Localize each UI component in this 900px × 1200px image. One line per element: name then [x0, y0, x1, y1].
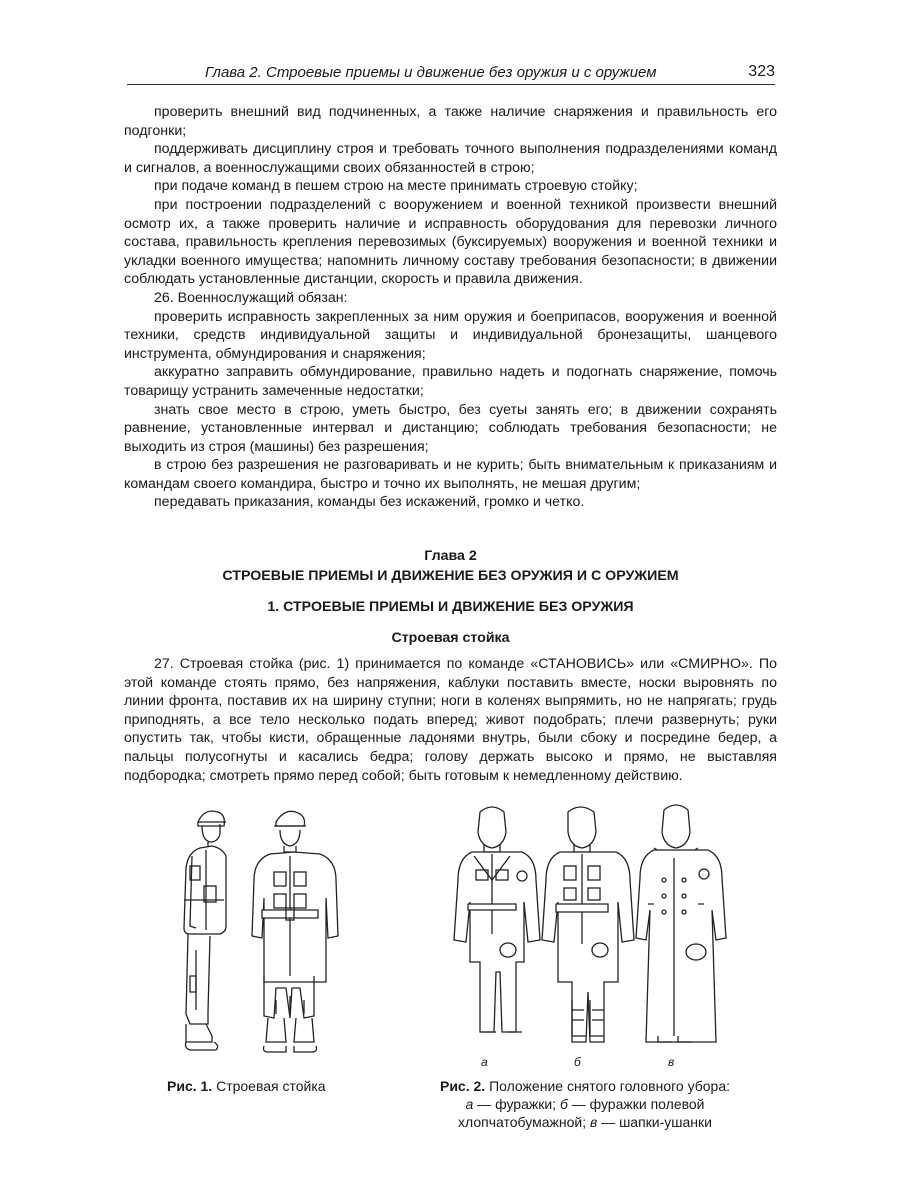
paragraph: при построении подразделений с вооружением и военной техникой произвести внешний осмотр их, а также проверить наличие и исправность оборудования для перевозки личного состава, правильность крепления перевозимых (буксируемых) вооружения и военной техники и укладки военного имущества; напомнить личному составу требования безопасности; в движении соблюдать установленные дистанции, скорость и правила движения.	[124, 196, 777, 288]
running-header	[127, 62, 775, 85]
paragraph: при подаче команд в пешем строю на месте принимать строевую стойку;	[154, 178, 638, 195]
paragraph: аккуратно заправить обмундирование, правильно надеть и подогнать снаряжение, помочь товарищу устранить замеченные недостатки;	[124, 364, 777, 399]
figure-2-letter-b: б	[559, 1096, 568, 1112]
paragraph: поддерживать дисциплину строя и требовать точного выполнения подразделениями команд и сигналов, а военнослужащими своих обязанностей в строю;	[124, 141, 777, 176]
figure-1-caption	[167, 1077, 326, 1095]
figure-2-sublabel-a: а	[481, 1055, 488, 1069]
paragraph: проверить исправность закрепленных за ним оружия и боеприпасов, вооружения и военной техники, средств индивидуальной защиты и индивидуальной бронезащиты, шанцевого инструмента, обмундирования и снаряжения;	[124, 308, 777, 362]
section-title: 1. СТРОЕВЫЕ ПРИЕМЫ И ДВИЖЕНИЕ БЕЗ ОРУЖИЯ	[267, 599, 634, 615]
running-title: Глава 2. Строевые приемы и движение без оружия и с оружием	[205, 64, 657, 81]
figure-1-label: Рис. 1.	[167, 1078, 213, 1094]
figure-1-caption-text: Строевая стойка	[216, 1078, 326, 1094]
figure-2-text-a: — фуражки;	[473, 1096, 560, 1112]
paragraph: проверить внешний вид подчиненных, а также наличие снаряжения и правильность его подгонки;	[124, 104, 777, 139]
body-text-top	[124, 103, 777, 512]
paragraph: 26. Военнослужащий обязан:	[154, 289, 348, 306]
soldier-front-view	[252, 811, 338, 1052]
paragraph: знать свое место в строю, уметь быстро, без суеты занять его; в движении сохранять равнение, установленные интервал и дистанцию; соблюдать требования безопасности; не выходить из строя (машины) без разрешения;	[124, 401, 777, 455]
soldier-side-view	[184, 811, 226, 1050]
figure-2-caption-line1: Положение снятого головного убора:	[489, 1078, 731, 1094]
soldier-with-ushanka	[636, 805, 726, 1042]
figure-2-caption	[400, 1077, 770, 1131]
figure-2-text-b: — фуражки полевой	[567, 1096, 705, 1112]
paragraph: в строю без разрешения не разговаривать и не курить; быть внимательным к приказаниям и командам своего командира, быстро и точно их выполнять, не мешая другим;	[124, 457, 777, 492]
chapter-label: Глава 2	[424, 548, 477, 564]
body-text-bottom	[124, 655, 777, 785]
figure-2-text-c: — шапки-ушанки	[597, 1114, 712, 1130]
figure-2-sublabel-c: в	[668, 1055, 675, 1069]
chapter-title: СТРОЕВЫЕ ПРИЕМЫ И ДВИЖЕНИЕ БЕЗ ОРУЖИЯ И С ОРУЖИЕМ	[222, 568, 679, 584]
paragraph-27: 27. Строевая стойка (рис. 1) принимается по команде «СТАНОВИСЬ» или «СМИРНО». По этой команде стоять прямо, без напряжения, каблуки поставить вместе, носки выровнять по линии фронта, поставив их на ширину ступни; ноги в коленях выпрямить, но не напрягать; грудь приподнять, а все тело несколько подать вперед; живот подобрать; плечи развернуть; руки опустить так, чтобы кисти, обращенные ладонями внутрь, были сбоку и посредине бедер, а пальцы полусогнуты и касались бедра; голову держать высоко и прямо, не выставляя подбородка; смотреть прямо перед собой; быть готовым к немедленному действию.	[124, 656, 777, 784]
soldier-with-cap	[454, 807, 540, 1032]
page-number: 323	[748, 63, 775, 80]
figure-2-text-line3: хлопчатобумажной;	[458, 1114, 590, 1130]
figure-2-letter-a: а	[465, 1096, 474, 1112]
soldier-with-field-cap	[542, 807, 634, 1042]
figure-2-letter-c: в	[589, 1114, 598, 1130]
figure-2-label: Рис. 2.	[439, 1078, 486, 1094]
subsection-title: Строевая стойка	[391, 630, 510, 646]
figure-2-sublabel-b: б	[574, 1055, 581, 1069]
figure-1-illustration	[170, 800, 350, 1065]
figure-2-illustration	[452, 800, 732, 1045]
paragraph: передавать приказания, команды без искажений, громко и четко.	[154, 494, 585, 511]
